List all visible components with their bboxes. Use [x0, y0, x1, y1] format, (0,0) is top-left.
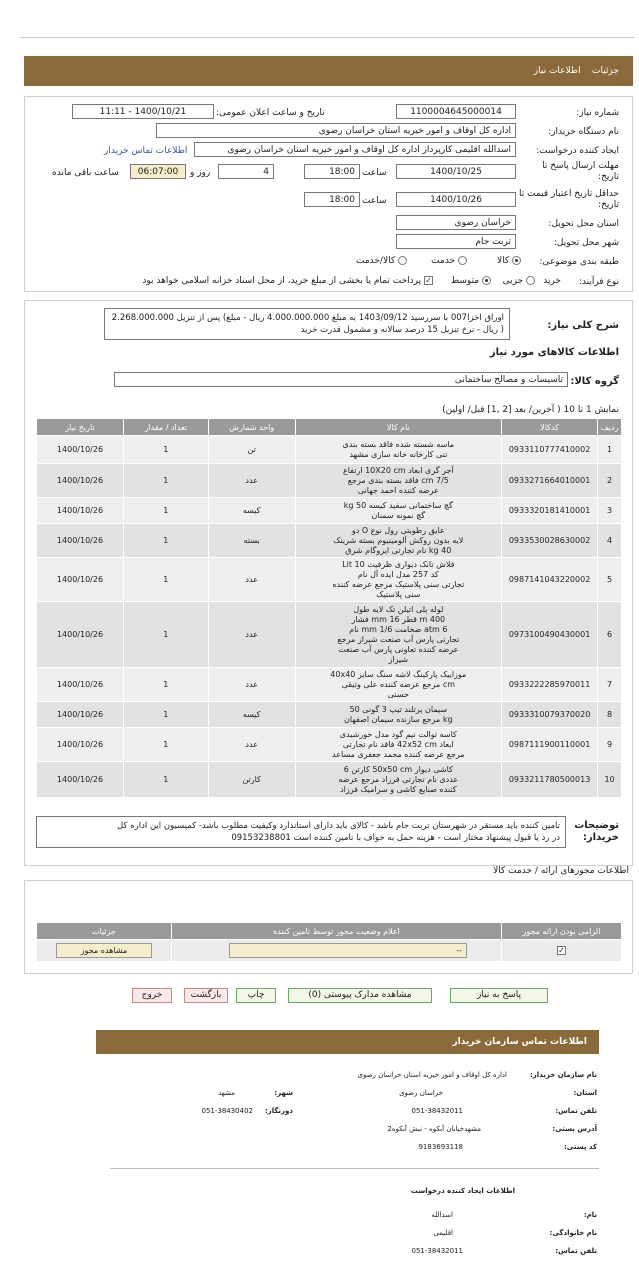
- description-field: [104, 308, 510, 340]
- col-license-status: اعلام وضعیت مجوز توسط تامین کننده: [172, 923, 502, 940]
- table-row: 6 0973100490430001 لوله پلی اتیلن تک لایه طول 400 m قطر 16 mm فشار 6 atm ضخامت 1/6 mm نام تجارتی پارس آب صنعت شیراز مرجع عرضه کننده تعاونی پارس آب صنعت شیراز عدد 1 1400/10/26: [37, 602, 622, 668]
- table-row: 7 0933222285970011 موزاییک پارکینگ لاشه سنگ سایز 40x40 cm مرجع عرضه کننده علی وثیقی حسنی عدد 1 1400/10/26: [37, 668, 622, 702]
- checkmark-icon: ✓: [558, 946, 565, 955]
- goods-table-header: [37, 419, 622, 436]
- city-field: تربت جام: [396, 234, 516, 249]
- back-button[interactable]: بازگشت: [184, 988, 228, 1003]
- contact-address-label: آدرس پستی:: [552, 1125, 597, 1133]
- checkmark-icon: ✓: [425, 276, 432, 285]
- breadcrumb-need-info[interactable]: اطلاعات نیاز: [533, 66, 581, 76]
- licenses-table-header: [37, 923, 622, 940]
- reply-button[interactable]: پاسخ به نیاز: [450, 988, 548, 1003]
- col-row: ردیف: [598, 419, 622, 436]
- contact-province-label: استان:: [573, 1089, 597, 1097]
- col-name: نام کالا: [295, 419, 501, 436]
- table-row: 2 0933271664010001 آجر گری ابعاد 10X20 cm ارتفاع 7/5 cm فاقد بسته بندی مرجع عرضه کننده احمد جهانی عدد 1 1400/10/26: [37, 464, 622, 498]
- need-number-field: 1100004645000014: [396, 104, 516, 119]
- contact-divider: [110, 1168, 599, 1169]
- creator-first-name-label: نام:: [583, 1211, 597, 1219]
- description-line-2: ( ریال - نرخ تنزیل 15 درصد سالانه و مشمول قدرت خرید: [300, 325, 504, 335]
- table-row: 1 0933110777410002 ماسه شسته شده فاقد بسته بندی تنی کارخانه خانه سازی مشهد تن 1 1400/10/26: [37, 436, 622, 464]
- breadcrumb-details[interactable]: جزئیات: [592, 66, 619, 76]
- days-label: روز و: [190, 168, 211, 178]
- goods-table: [36, 418, 622, 798]
- buyer-contact-link[interactable]: اطلاعات تماس خریدار: [104, 146, 188, 156]
- attachments-button[interactable]: مشاهده مدارک پیوستی (0): [288, 988, 432, 1003]
- buyer-field: اداره کل اوقاف و امور خیریه استان خراسان رضوی: [156, 123, 516, 138]
- validity-time-field: 18:00: [304, 192, 360, 207]
- print-button[interactable]: چاپ: [236, 988, 276, 1003]
- radio-on-icon: [512, 256, 521, 265]
- deadline-date-field: 1400/10/25: [396, 164, 516, 179]
- table-row: 3 0933320181410001 گچ ساختمانی سفید کیسه 50 kg گچ نمونه سمنان کیسه 1 1400/10/26: [37, 498, 622, 524]
- announce-label: تاریخ و ساعت اعلان عمومی:: [216, 108, 325, 118]
- category-option-goods[interactable]: کالا: [497, 256, 521, 266]
- validity-label: حداقل تاریخ اعتبار قیمت تا تاریخ:: [519, 189, 619, 210]
- announce-field: 1400/10/21 - 11:11: [72, 104, 214, 119]
- creator-phone-label: تلفن تماس:: [555, 1247, 597, 1255]
- buyer-notes-label: توضیحات خریدار:: [574, 820, 619, 843]
- creator-first-name-value: اسدالله: [431, 1211, 453, 1219]
- description-line-1: اوراق اخزا007 با سررسید 1403/09/12 به مبلغ 4.000.000.000 ریال - مبلغ) پس از تنزیل 2.268.000.000: [111, 313, 504, 323]
- remaining-label: ساعت باقی مانده: [52, 168, 119, 178]
- col-qty: تعداد / مقدار: [123, 419, 208, 436]
- deadline-time-field: 18:00: [304, 164, 360, 179]
- contact-fax-label: دورنگار:: [264, 1107, 293, 1115]
- buyer-label: نام دستگاه خریدار:: [548, 127, 619, 137]
- category-option-service[interactable]: خدمت: [431, 256, 467, 266]
- col-license-details: جزئیات: [37, 923, 172, 940]
- table-row: [37, 940, 622, 962]
- licenses-table: [36, 922, 622, 962]
- contact-org-label: نام سازمان خریدار:: [529, 1071, 597, 1079]
- table-row: 8 0933310079370020 سیمان پرتلند تیپ 3 گونی 50 kg مرجع سازنده سیمان اصفهان کیسه 1 1400/10/26: [37, 702, 622, 728]
- goods-group-field: تاسیسات و مصالح ساختمانی: [114, 372, 568, 387]
- process-option-purchase: خرید: [543, 276, 561, 286]
- city-label: شهر محل تحویل:: [553, 238, 619, 248]
- province-label: استان محل تحویل:: [548, 219, 619, 229]
- contact-title: اطلاعات تماس سازمان خریدار: [452, 1037, 587, 1047]
- creator-field: اسدالله اقلیمی کارپرداز اداره کل اوقاف و امور خیریه استان خراسان رضوی: [194, 142, 516, 157]
- contact-address-value: مشهدخیابان آبکوه - نبش آبکوه2: [387, 1125, 481, 1133]
- table-row: 5 0987141043220002 فلاش تانک دیواری ظرفیت 10 Lit کد 257 مدل ایده آل نام تجارتی سنی پلاستیک مرجع عرضه کننده سنی پلاستیک عدد 1 1400/10/26: [37, 558, 622, 602]
- top-divider: [20, 37, 635, 38]
- remaining-time-field: 06:07:00: [130, 164, 186, 179]
- deadline-time-label: ساعت: [362, 168, 387, 178]
- table-row: 9 0987111900110001 کاسه توالت نیم گود مدل خورشیدی ابعاد 42x52 cm فاقد نام تجارتی مرجع عرضه کننده محمد جعفری مساعد عدد 1 1400/10/26: [37, 728, 622, 762]
- buyer-notes-line-1: تامین کننده باید مستقر در شهرستان تربت جام باشد - کالای باید دارای استاندارد وکیفیت مطلوب باشد- کمیسیون این اداره کل: [117, 821, 560, 831]
- license-status-field[interactable]: --: [229, 943, 467, 958]
- creator-info-title: اطلاعات ایجاد کننده درخواست: [410, 1187, 515, 1195]
- table-row: 10 0933211780500013 کاشی دیوار 50x50 cm کارتن 6 عددی نام تجارتی فرزاد مرجع عرضه کننده صنایع کاشی و سرامیک فرزاد کارتن 1 1400/10/26: [37, 762, 622, 798]
- col-unit: واحد شمارش: [208, 419, 295, 436]
- goods-group-label: گروه کالا:: [570, 376, 619, 387]
- description-label: شرح کلی نیاز:: [547, 320, 619, 331]
- validity-date-field: 1400/10/26: [396, 192, 516, 207]
- process-option-minor[interactable]: جزیی: [503, 276, 535, 286]
- deadline-label: مهلت ارسال پاسخ تا تاریخ:: [542, 161, 619, 182]
- creator-label: ایجاد کننده درخواست:: [536, 146, 619, 156]
- radio-on-icon: [482, 276, 491, 285]
- contact-postal-value: 9183693118: [418, 1143, 463, 1151]
- creator-phone-value: 051-38432011: [411, 1247, 463, 1255]
- contact-title-bar: [96, 1030, 599, 1054]
- province-field: خراسان رضوی: [396, 215, 516, 230]
- radio-off-icon: [398, 256, 407, 265]
- buyer-notes-line-2: در رد یا قبول پیشنهاد مختار است - هزینه حمل به خواف با تامین کننده است 09153238801: [231, 833, 560, 843]
- breadcrumb: [534, 66, 619, 76]
- col-code: کدکالا: [502, 419, 598, 436]
- contact-city-value: مشهد: [218, 1089, 235, 1097]
- contact-phone-label: تلفن تماس:: [555, 1107, 597, 1115]
- col-license-required: الزامی بودن ارائه مجوز: [502, 923, 622, 940]
- process-label: نوع فرآیند:: [578, 277, 619, 287]
- pager[interactable]: نمایش 1 تا 10 ( آخرین/ بعد [2 ,1] قبل/ اولین): [442, 405, 619, 415]
- contact-province-value: خراسان رضوی: [399, 1089, 443, 1097]
- view-license-button[interactable]: مشاهده مجوز: [56, 943, 152, 958]
- contact-org-value: اداره کل اوقاف و امور خیریه استان خراسان رضوی: [357, 1071, 507, 1079]
- days-field: 4: [218, 164, 274, 179]
- licenses-title: اطلاعات مجوزهای ارائه / خدمت کالا: [493, 866, 629, 876]
- creator-last-name-label: نام خانوادگی:: [549, 1229, 597, 1237]
- exit-button[interactable]: خروج: [132, 988, 172, 1003]
- contact-city-label: شهر:: [274, 1089, 293, 1097]
- col-date: تاریخ نیاز: [37, 419, 124, 436]
- contact-phone-value: 051-38432011: [411, 1107, 463, 1115]
- need-number-label: شماره نیاز:: [576, 108, 619, 118]
- contact-fax-value: 051-38430402: [201, 1107, 253, 1115]
- category-option-goods-service[interactable]: کالا/خدمت: [356, 256, 407, 266]
- radio-off-icon: [458, 256, 467, 265]
- buyer-notes-field: [36, 816, 566, 848]
- table-row: 4 0933530028630002 عایق رطوبتی رول نوع O دو لایه بدون روکش آلومینیوم بسته شرینک 40 kg نام تجارتی ایزوگام شرق بسته 1 1400/10/26: [37, 524, 622, 558]
- validity-time-label: ساعت: [362, 196, 387, 206]
- radio-off-icon: [526, 276, 535, 285]
- page-header: [24, 56, 633, 86]
- category-label: طبقه بندی موضوعی:: [539, 257, 619, 267]
- payment-option[interactable]: ✓ پرداخت تمام یا بخشی از مبلغ خرید، از محل اسناد خزانه اسلامی خواهد بود: [142, 276, 432, 286]
- creator-last-name-value: اقلیمی: [433, 1229, 453, 1237]
- process-option-medium[interactable]: متوسط: [451, 276, 491, 286]
- contact-postal-label: کد پستی:: [563, 1143, 597, 1151]
- goods-section-title: اطلاعات کالاهای مورد نیاز: [489, 347, 619, 358]
